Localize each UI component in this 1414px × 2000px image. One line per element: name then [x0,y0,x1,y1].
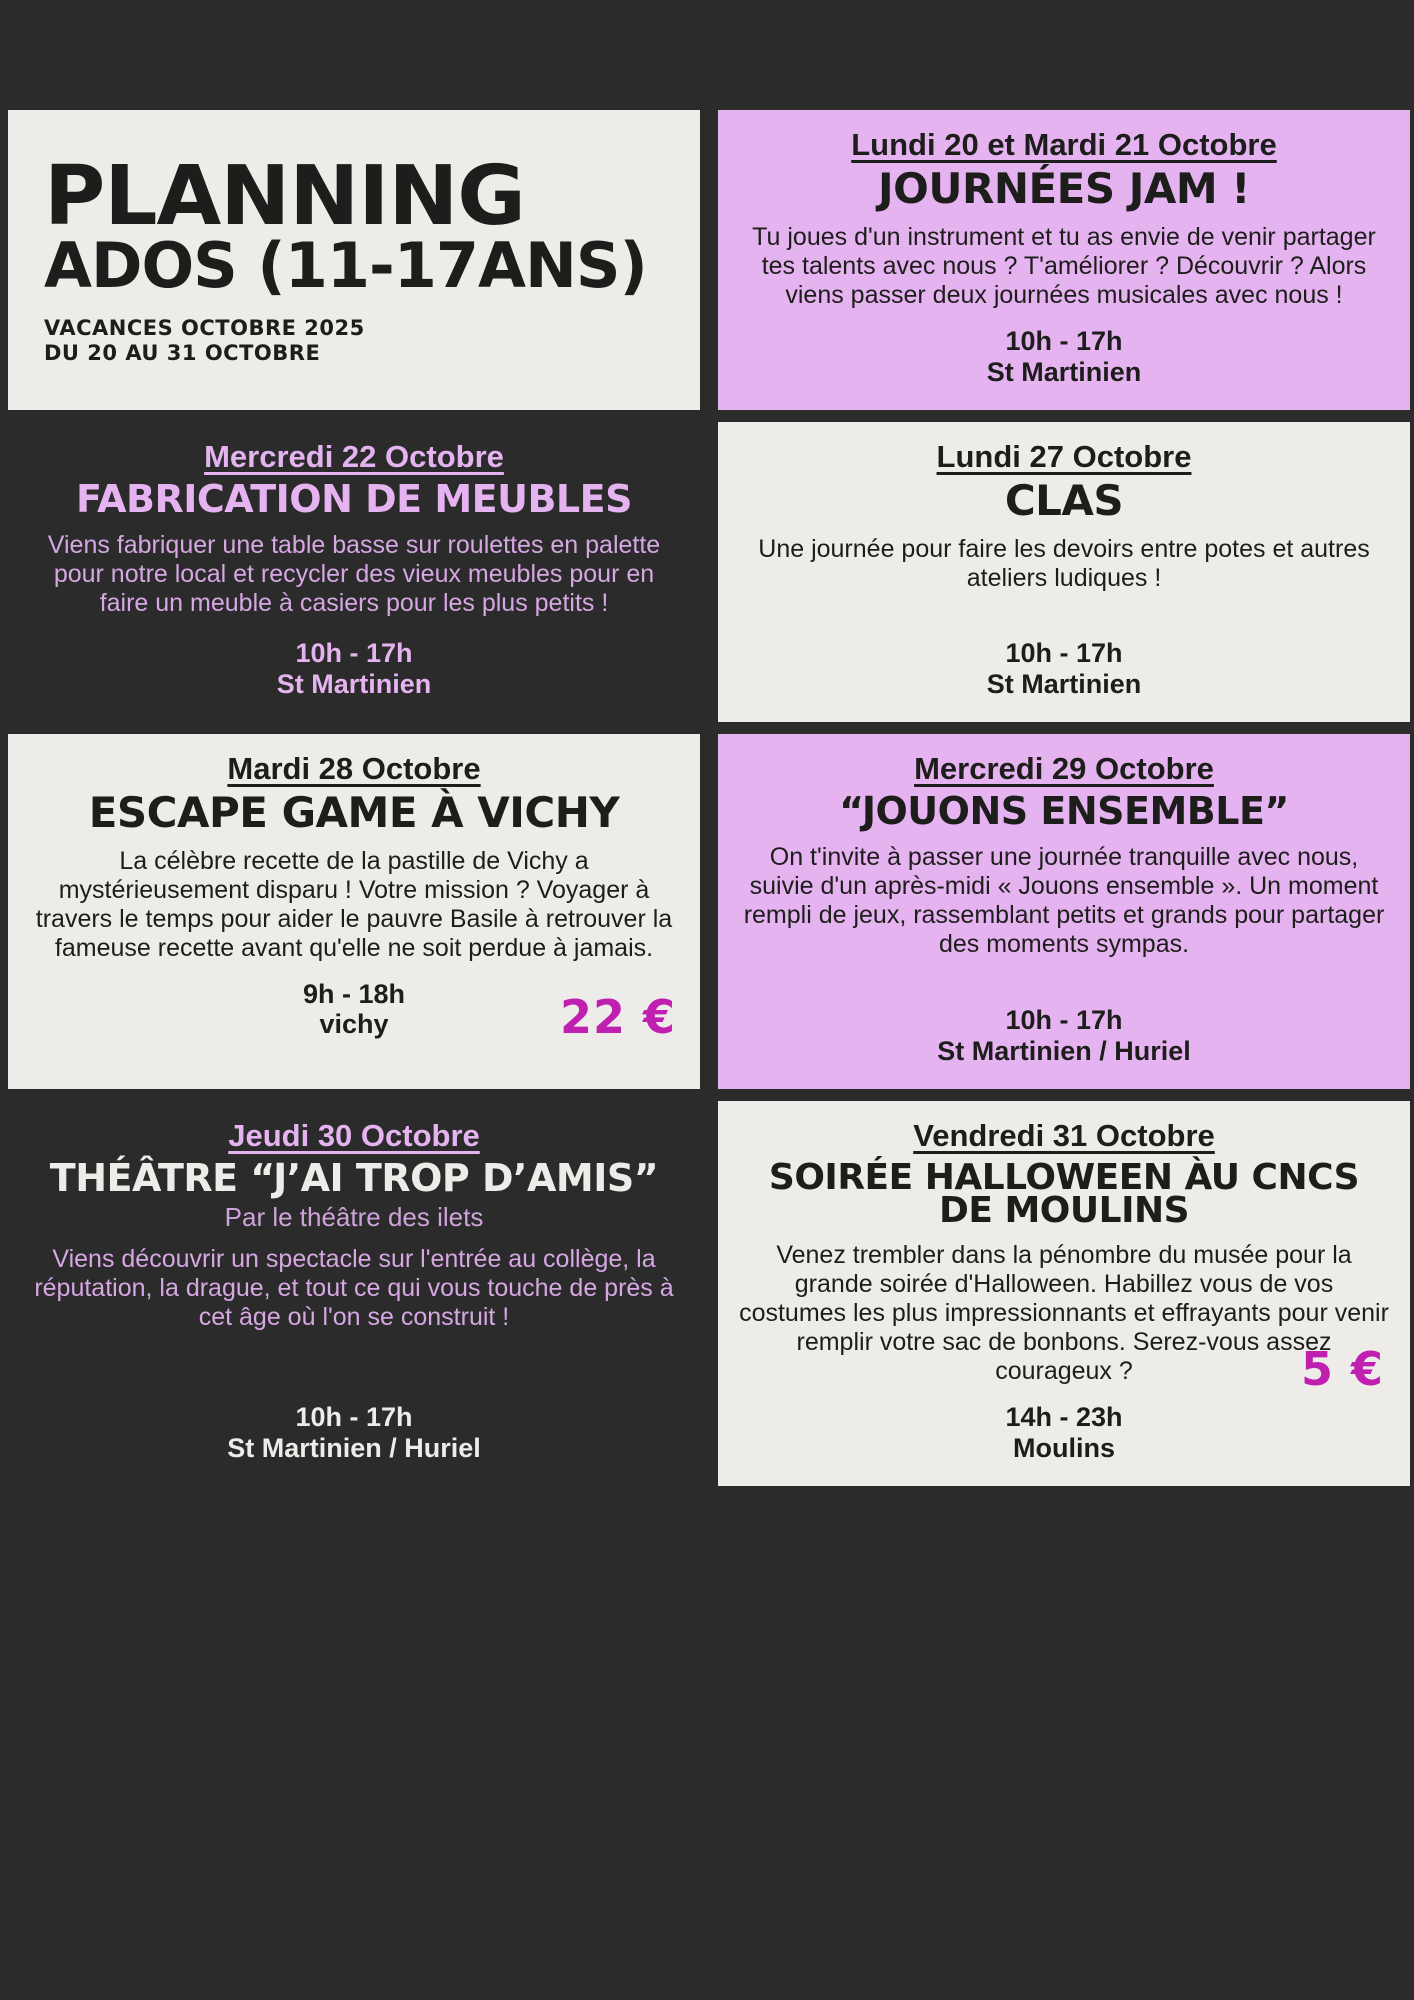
event-price: 5 € [1300,1342,1384,1397]
event-card-jouons-ensemble [718,734,1410,1089]
event-heading: “JOUONS ENSEMBLE” [839,789,1289,834]
event-hours: 10h - 17h [1005,638,1123,669]
event-place: vichy [319,1009,389,1040]
page-subtitle: ADOS (11-17ANS) [44,229,647,303]
event-date: Vendredi 31 Octobre [913,1118,1215,1153]
event-hours: 10h - 17h [295,638,413,669]
event-place: Moulins [1013,1433,1115,1464]
event-date: Mercredi 29 Octobre [914,751,1214,786]
event-description: Viens découvrir un spectacle sur l'entrée au collège, la réputation, la drague, et tout ce qui vous touche de près à cet âge où l'on se construit ! [34,1245,674,1332]
vacation-period-line: VACANCES OCTOBRE 2025 [44,315,365,340]
event-date: Lundi 20 et Mardi 21 Octobre [851,127,1277,162]
event-description: Une journée pour faire les devoirs entre potes et autres ateliers ludiques ! [758,534,1370,592]
event-date: Mardi 28 Octobre [227,751,481,786]
event-heading: FABRICATION DE MEUBLES [76,477,632,522]
poster-row-3 [0,734,1414,1089]
poster-row-2 [0,422,1414,722]
event-description: Tu joues d'un instrument et tu as envie de venir partager tes talents avec nous ? T'améliorer ? Découvrir ? Alors viens passer deux journées musicales avec nous ! [752,222,1376,309]
event-card-clas [718,422,1410,722]
event-date: Mercredi 22 Octobre [204,439,504,474]
event-description: La célèbre recette de la pastille de Vichy a mystérieusement disparu ! Votre mission ? Voyager à travers le temps pour aider le pauvre Basile à retrouver la fameuse recette avant qu'elle ne soit perdue à jamais. [35,846,673,962]
event-card-jam [718,110,1410,410]
event-place: St Martinien [276,669,432,700]
event-card-theatre [8,1101,700,1486]
event-place: St Martinien / Huriel [227,1433,481,1464]
event-description: Venez trembler dans la pénombre du musée pour la grande soirée d'Halloween. Habillez vous de vos costumes les plus impressionnants et effrayants pour venir remplir votre sac de bonbons. Serez-vous assez courageux ? [739,1241,1389,1386]
event-description: Viens fabriquer une table basse sur roulettes en palette pour notre local et recycler des vieux meubles pour en faire un meuble à casiers pour les plus petits ! [47,531,661,618]
event-heading: SOIRÉE HALLOWEEN ÀU CNCS DE MOULINS [768,1157,1360,1232]
event-date: Lundi 27 Octobre [936,439,1192,474]
poster-row-1 [0,110,1414,410]
event-description: On t'invite à passer une journée tranquille avec nous, suivie d'un après-midi « Jouons ensemble ». Un moment rempli de jeux, rassemblant petits et grands pour partager des moments sympas. [743,843,1385,959]
event-date: Jeudi 30 Octobre [228,1118,480,1153]
event-hours: 10h - 17h [1005,1005,1123,1036]
poster-row-4 [0,1101,1414,1486]
event-heading: THÉÂTRE “J’AI TROP D’AMIS” [49,1156,659,1201]
event-card-escape-game [8,734,700,1089]
event-hours: 9h - 18h [302,978,406,1009]
event-card-halloween [718,1101,1410,1486]
event-hours: 10h - 17h [295,1402,413,1433]
title-card [8,110,700,410]
event-heading: JOURNÉES JAM ! [878,164,1250,214]
event-hours: 10h - 17h [1005,326,1123,357]
event-heading: CLAS [1004,476,1124,526]
vacation-dates-line: DU 20 AU 31 OCTOBRE [44,341,321,366]
page-title: PLANNING [44,148,525,244]
event-heading: ESCAPE GAME À VICHY [88,788,620,838]
event-place: St Martinien [986,357,1142,388]
event-place: St Martinien / Huriel [937,1036,1191,1067]
event-price: 22 € [559,990,676,1045]
event-subheading: Par le théâtre des ilets [224,1202,484,1233]
event-place: St Martinien [986,669,1142,700]
event-hours: 14h - 23h [1005,1402,1123,1433]
event-card-meubles [8,422,700,722]
